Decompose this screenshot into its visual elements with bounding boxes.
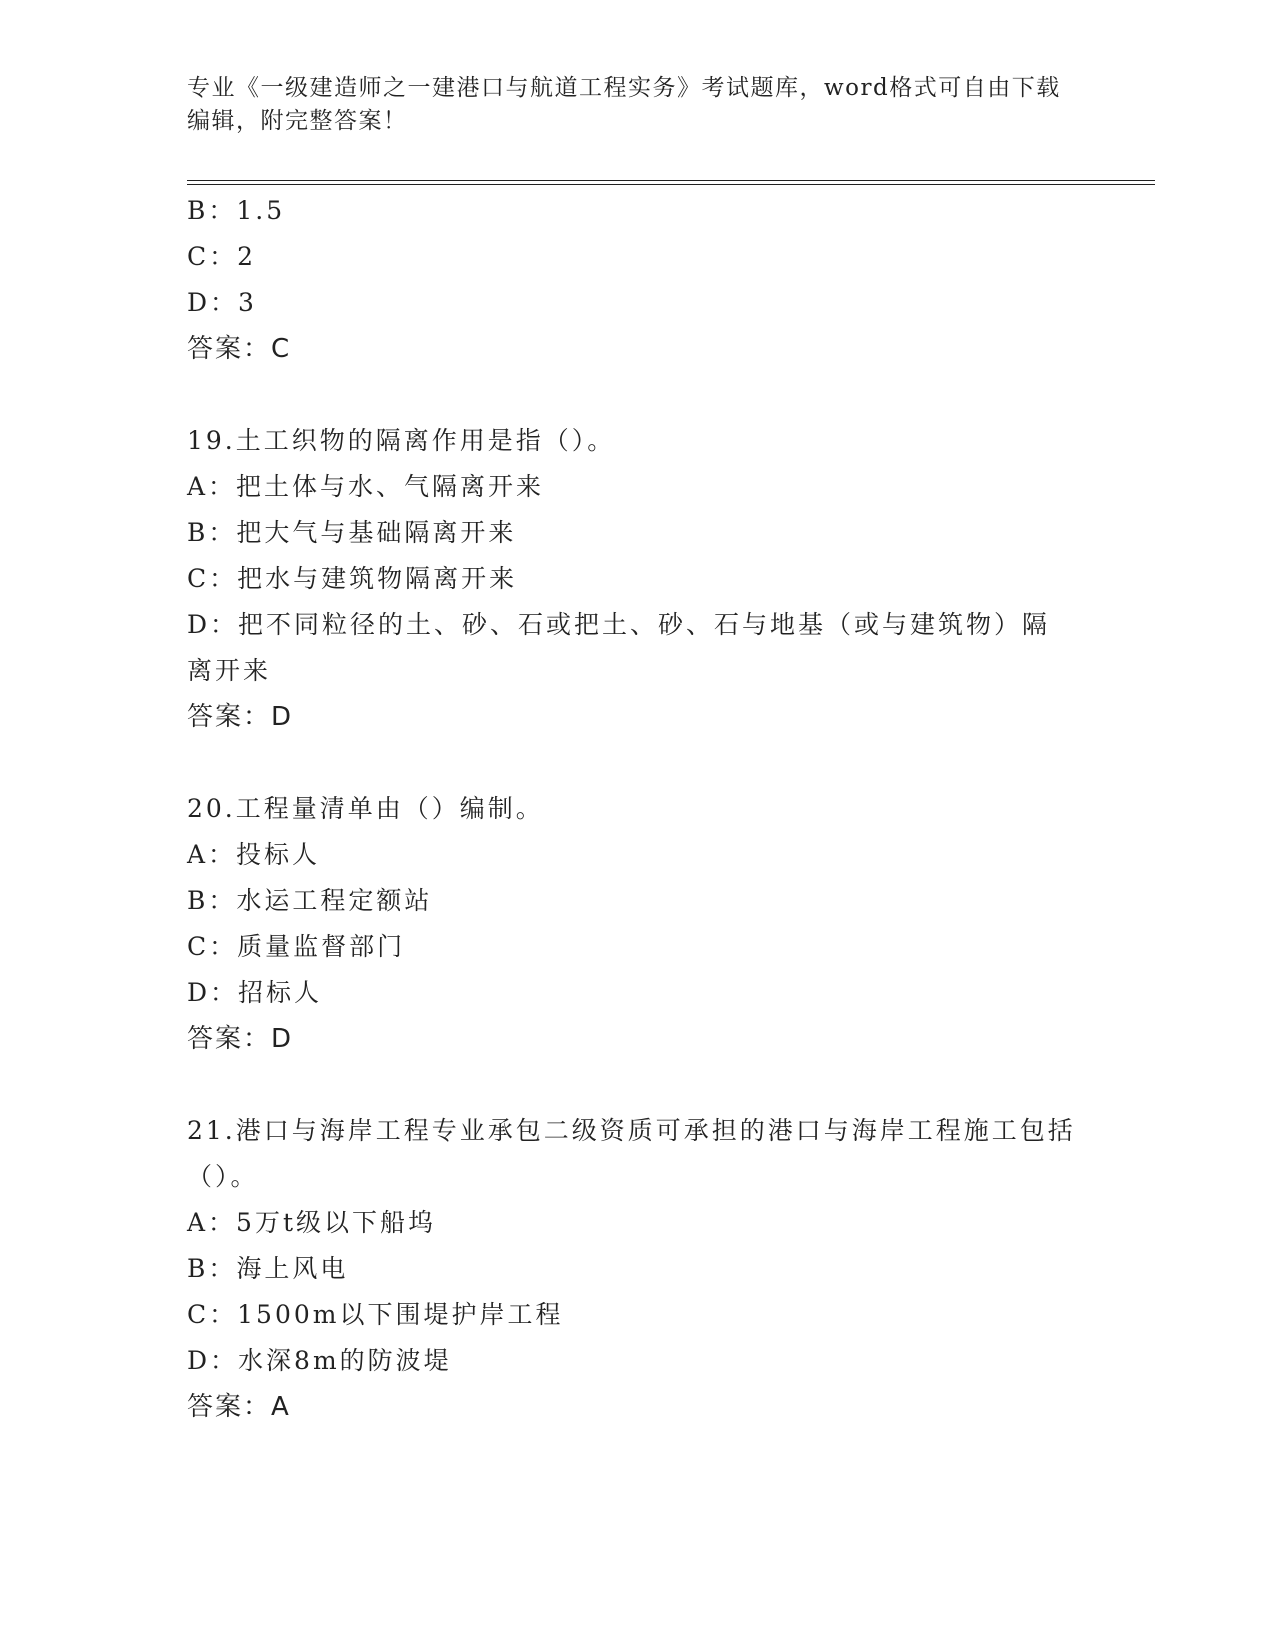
question-20 bbox=[187, 786, 1077, 1062]
question-stem: 20.工程量清单由（）编制。 bbox=[187, 794, 544, 823]
option-a: A：5万t级以下船坞 bbox=[187, 1208, 437, 1237]
option-c: C：把水与建筑物隔离开来 bbox=[187, 564, 518, 593]
option-a: A：投标人 bbox=[187, 840, 321, 869]
option-b: B：海上风电 bbox=[187, 1254, 349, 1283]
option-b: B：水运工程定额站 bbox=[187, 886, 433, 915]
question-list bbox=[187, 188, 1077, 1430]
question-19 bbox=[187, 418, 1077, 740]
option-d: D：水深8m的防波堤 bbox=[187, 1346, 452, 1375]
option-a: A：把土体与水、气隔离开来 bbox=[187, 472, 545, 501]
header-rule-bottom bbox=[187, 184, 1155, 185]
answer-line: 答案：D bbox=[187, 1024, 294, 1054]
option-b: B：1.5 bbox=[187, 196, 286, 225]
document-header: 专业《一级建造师之一建港口与航道工程实务》考试题库，word格式可自由下载编辑，附完整答案！ bbox=[187, 75, 1061, 134]
answer-line: 答案：C bbox=[187, 334, 292, 364]
answer-line: 答案：A bbox=[187, 1392, 291, 1422]
option-c: C：1500m以下围堤护岸工程 bbox=[187, 1300, 564, 1329]
answer-line: 答案：D bbox=[187, 702, 294, 732]
question-fragment bbox=[187, 188, 1077, 372]
option-b: B：把大气与基础隔离开来 bbox=[187, 518, 517, 547]
option-c: C：质量监督部门 bbox=[187, 932, 406, 961]
header-rule-top bbox=[187, 180, 1155, 181]
option-d: D：3 bbox=[187, 288, 257, 317]
option-c: C：2 bbox=[187, 242, 257, 271]
question-21 bbox=[187, 1108, 1077, 1430]
option-d: D：招标人 bbox=[187, 978, 323, 1007]
question-stem: 19.土工织物的隔离作用是指（）。 bbox=[187, 426, 616, 455]
question-stem: 21.港口与海岸工程专业承包二级资质可承担的港口与海岸工程施工包括（）。 bbox=[187, 1116, 1076, 1191]
option-d: D：把不同粒径的土、砂、石或把土、砂、石与地基（或与建筑物）隔离开来 bbox=[187, 610, 1051, 685]
